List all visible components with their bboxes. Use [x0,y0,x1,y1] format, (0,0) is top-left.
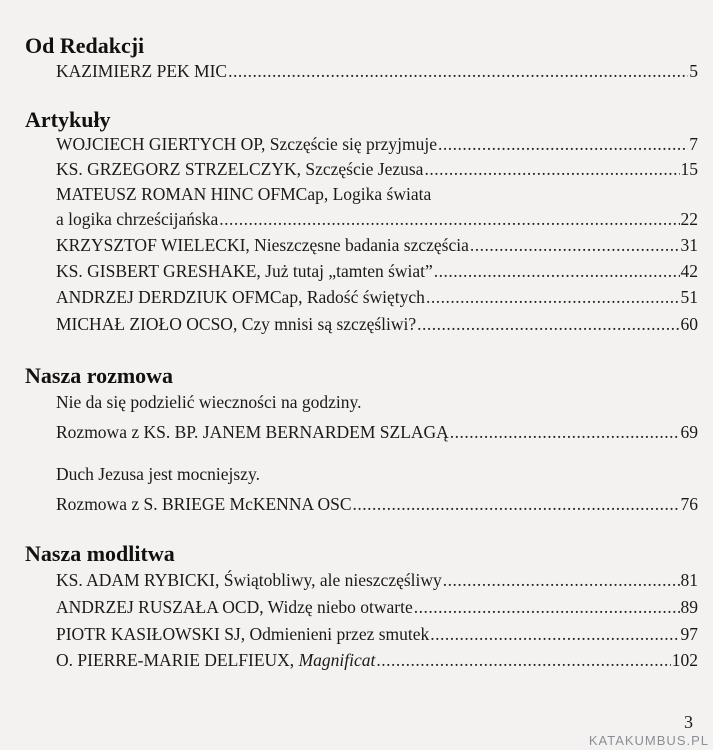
toc-entry-text: MATEUSZ ROMAN HINC OFMCap, Logika świata [56,184,432,204]
toc-entry-text: KS. GISBERT GRESHAKE, Już tutaj „tamten świat” [56,261,433,281]
toc-entry[interactable] [56,59,698,83]
toc-entry-page: 76 [680,494,698,514]
toc-entry-page: 7 [689,134,698,154]
toc-entry[interactable] [56,157,698,181]
toc-entry[interactable] [56,420,698,444]
section-title-od-redakcji: Od Redakcji [25,33,145,58]
toc-entry[interactable] [56,390,698,414]
leader-dots [414,595,680,619]
toc-entry-page: 5 [689,61,698,81]
toc-entry-text: Duch Jezusa jest mocniejszy. [56,464,260,484]
page-number: 3 [684,712,693,732]
toc-entry[interactable] [56,568,698,592]
toc-entry-text: PIOTR KASIŁOWSKI SJ, Odmienieni przez smutek [56,624,430,644]
section-title-nasza-modlitwa: Nasza modlitwa [25,541,175,566]
toc-entry[interactable] [56,595,698,619]
toc-entry[interactable] [56,622,698,646]
leader-dots [426,285,680,309]
toc-entry-text: Rozmowa z S. BRIEGE McKENNA OSC [56,494,352,514]
toc-entry-author: O. PIERRE-MARIE DELFIEUX, [56,650,299,670]
toc-entry-page: 22 [680,209,698,229]
toc-entry-page: 31 [680,235,698,255]
leader-dots [430,622,679,646]
toc-entry-page: 81 [680,570,698,590]
toc-entry[interactable] [56,648,698,672]
section-title-artykuly: Artykuły [25,107,111,132]
toc-entry[interactable] [56,182,698,206]
toc-entry-text: KS. GRZEGORZ STRZELCZYK, Szczęście Jezusa [56,159,424,179]
leader-dots [438,132,688,156]
toc-entry[interactable] [56,207,698,231]
leader-dots [470,233,680,257]
toc-entry[interactable] [56,259,698,283]
leader-dots [353,492,680,516]
toc-entry[interactable] [56,462,698,486]
toc-entry-page: 60 [680,314,698,334]
toc-entry[interactable] [56,285,698,309]
toc-entry-text: ANDRZEJ DERDZIUK OFMCap, Radość świętych [56,287,425,307]
leader-dots [434,259,680,283]
toc-entry-text: WOJCIECH GIERTYCH OP, Szczęście się przyjmuje [56,134,437,154]
toc-entry-page: 102 [671,650,698,670]
section-title-nasza-rozmowa: Nasza rozmowa [25,363,174,388]
toc-entry-text: Rozmowa z KS. BP. JANEM BERNARDEM SZLAGĄ [56,422,449,442]
toc-entry[interactable] [56,312,698,336]
watermark: KATAKUMBUS.PL [588,733,709,748]
leader-dots [376,648,670,672]
toc-entry-text: ANDRZEJ RUSZAŁA OCD, Widzę niebo otwarte [56,597,413,617]
toc-entry-text: Nie da się podzielić wieczności na godziny. [56,392,362,412]
toc-entry-page: 97 [680,624,698,644]
toc-entry-text [56,648,375,672]
toc-entry[interactable] [56,492,698,516]
toc-entry-text: MICHAŁ ZIOŁO OCSO, Czy mnisi są szczęśliwi? [56,314,417,334]
toc-entry-page: 51 [680,287,698,307]
leader-dots [417,312,679,336]
leader-dots [228,59,688,83]
toc-entry[interactable] [56,132,698,156]
toc-entry-page: 89 [680,597,698,617]
toc-entry-text: KS. ADAM RYBICKI, Świątobliwy, ale nieszczęśliwy [56,570,442,590]
toc-entry[interactable] [56,233,698,257]
toc-entry-page: 15 [680,159,698,179]
toc-entry-text: KAZIMIERZ PEK MIC [56,61,228,81]
toc-entry-text: KRZYSZTOF WIELECKI, Nieszczęsne badania szczęścia [56,235,469,255]
toc-entry-page: 69 [680,422,698,442]
leader-dots [424,157,679,181]
leader-dots [450,420,680,444]
toc-entry-page: 42 [680,261,698,281]
toc-entry-text: a logika chrześcijańska [56,209,219,229]
toc-entry-title-italic: Magnificat [298,650,376,670]
leader-dots [443,568,680,592]
leader-dots [219,207,679,231]
